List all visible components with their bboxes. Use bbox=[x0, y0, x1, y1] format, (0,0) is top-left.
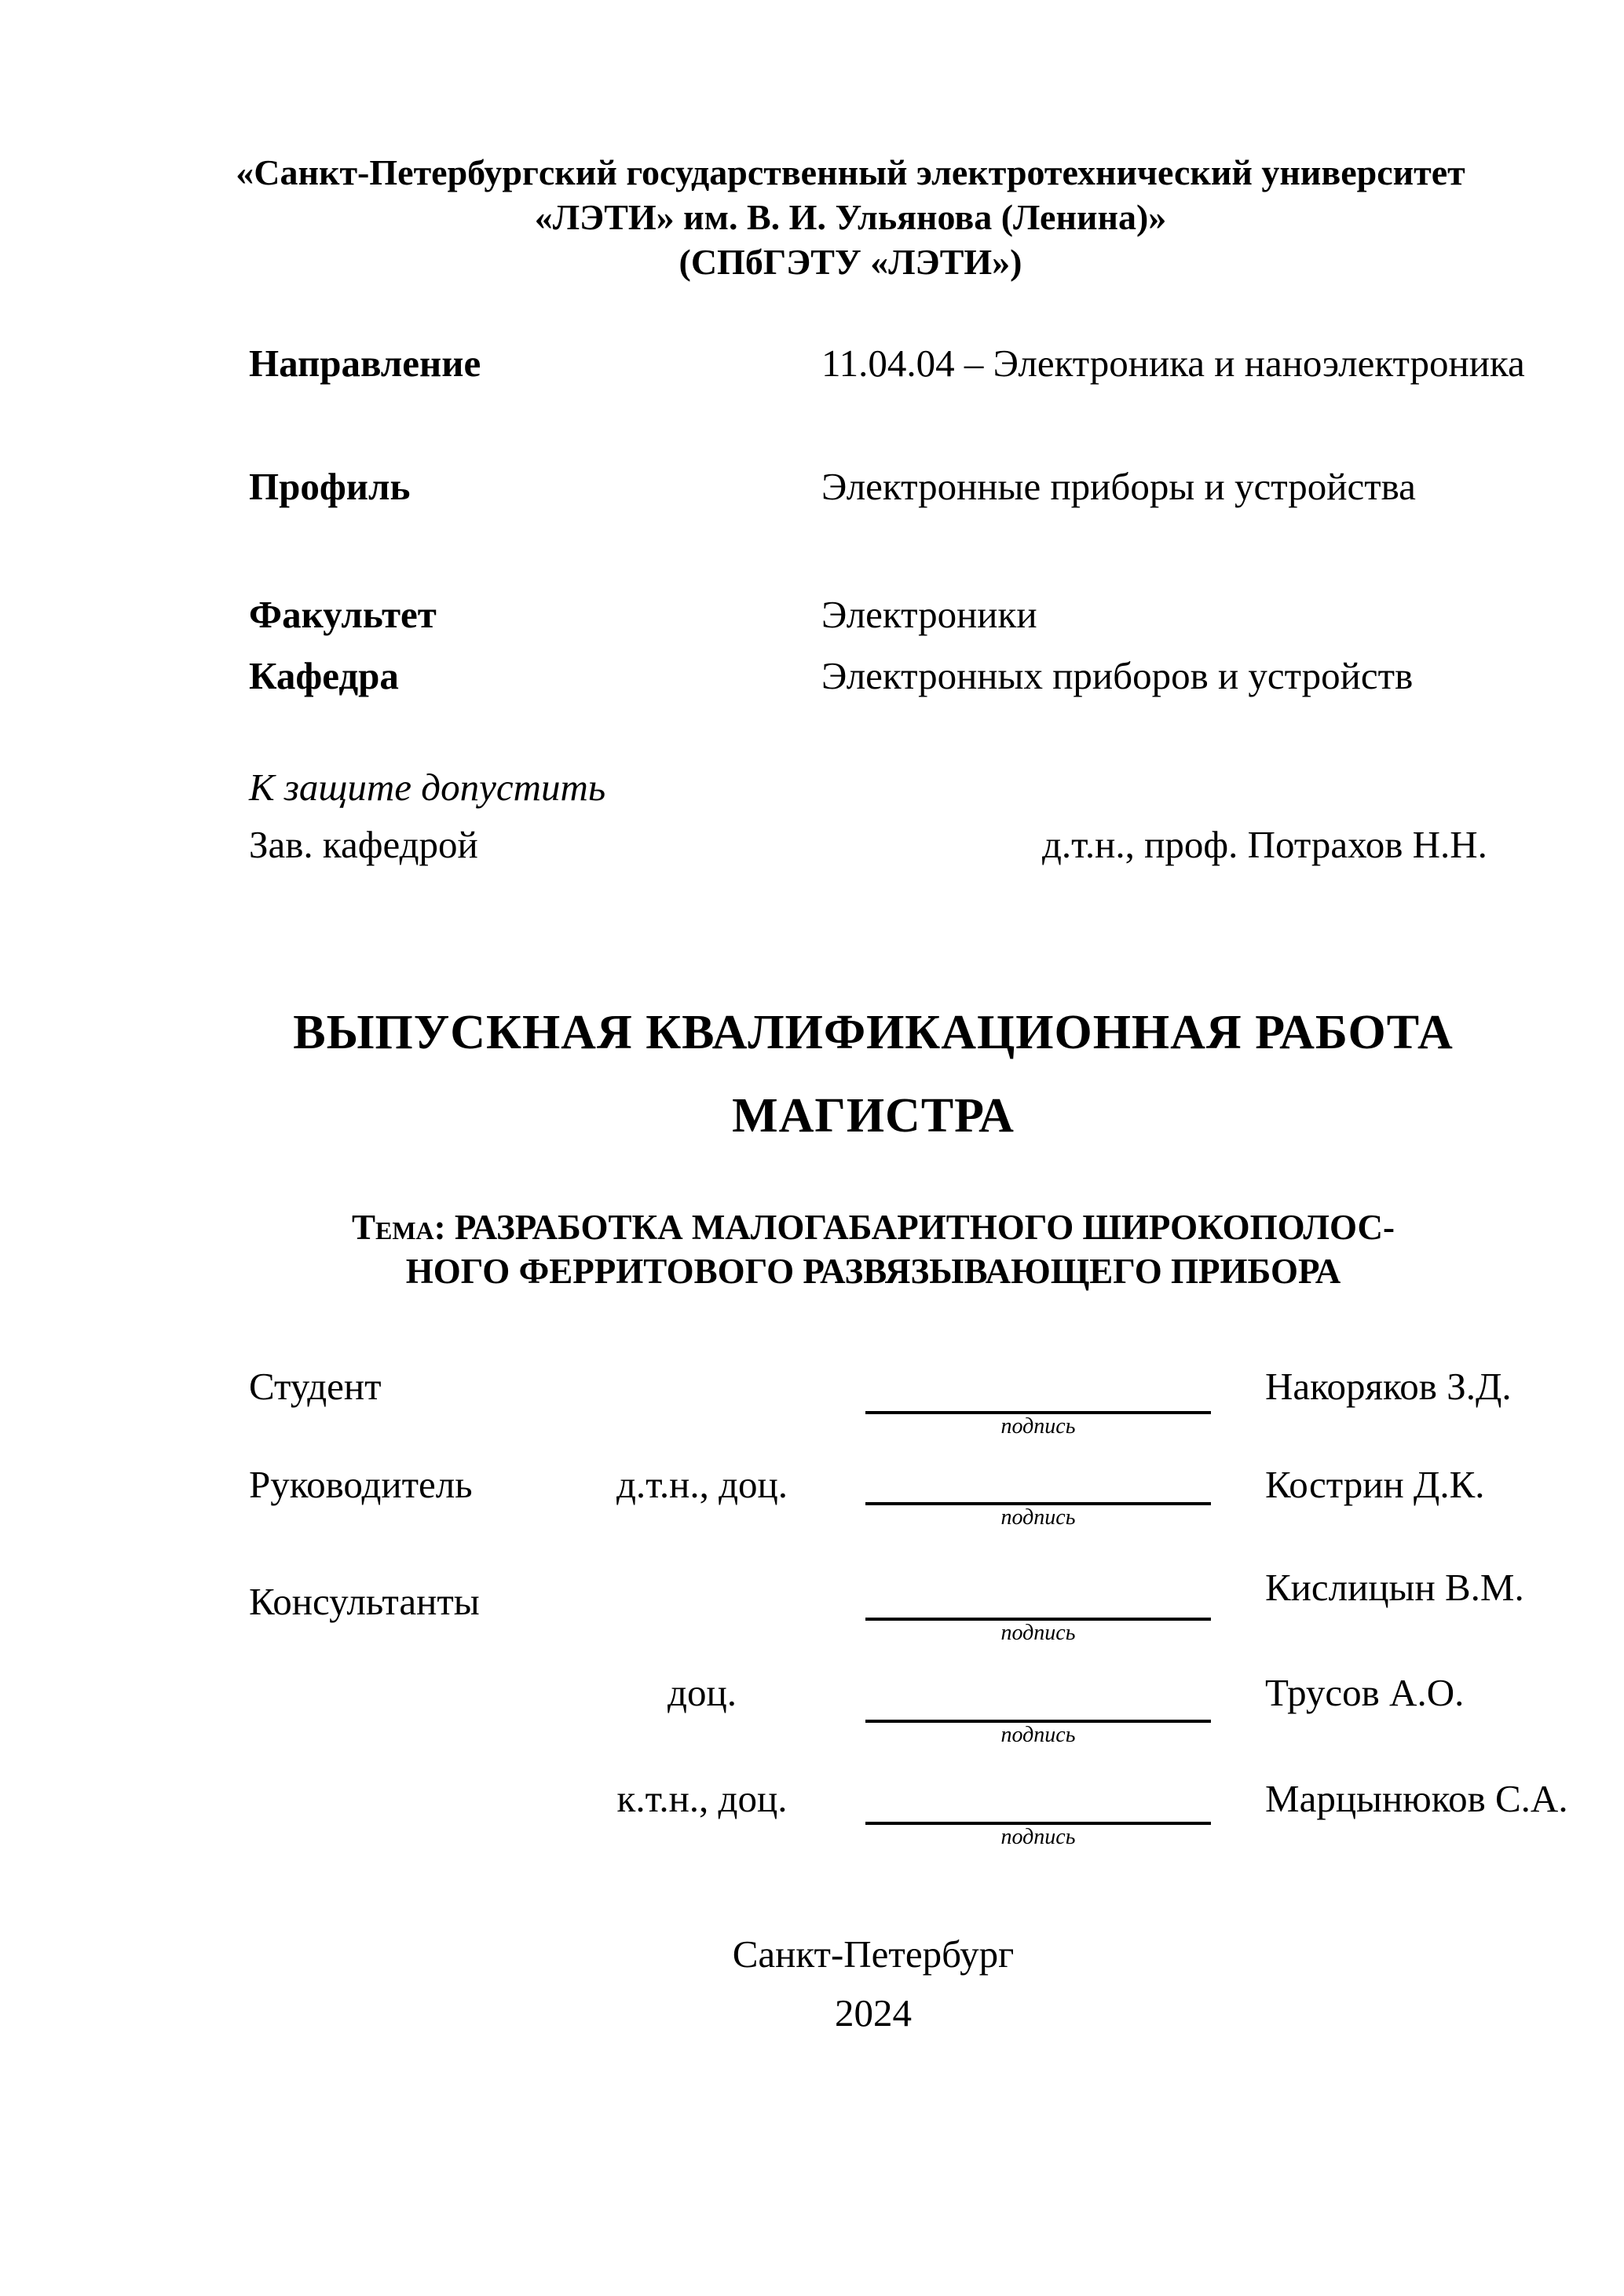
department-label: Кафедра bbox=[249, 654, 399, 697]
student-role-label: Студент bbox=[249, 1365, 382, 1408]
admit-to-defense-line: К защите допустить bbox=[249, 766, 606, 809]
topic-text-line1: РАЗРАБОТКА МАЛОГАБАРИТНОГО ШИРОКОПОЛОС- bbox=[454, 1208, 1395, 1247]
supervisor-role-label: Руководитель bbox=[249, 1463, 473, 1506]
profile-label: Профиль bbox=[249, 465, 411, 508]
faculty-value: Электроники bbox=[821, 593, 1037, 636]
university-name-line2: «ЛЭТИ» им. В. И. Ульянова (Ленина)» bbox=[534, 197, 1167, 237]
supervisor-qualification: д.т.н., доц. bbox=[616, 1463, 788, 1506]
consultant2-signature-caption: подпись bbox=[1000, 1723, 1076, 1747]
consultant3-signature-caption: подпись bbox=[1000, 1825, 1076, 1849]
department-head-label: Зав. кафедрой bbox=[249, 823, 478, 866]
faculty-label: Факультет bbox=[249, 593, 437, 636]
topic-label: Тема: bbox=[352, 1208, 446, 1247]
consultant3-qualification: к.т.н., доц. bbox=[616, 1777, 788, 1820]
direction-label: Направление bbox=[249, 342, 481, 385]
profile-value: Электронные приборы и устройства bbox=[821, 465, 1416, 508]
direction-value: 11.04.04 – Электроника и наноэлектроника bbox=[821, 342, 1525, 385]
supervisor-name: Кострин Д.К. bbox=[1265, 1463, 1485, 1506]
university-name-line1: «Санкт-Петербургский государственный электротехнический университет bbox=[236, 152, 1465, 192]
year-line: 2024 bbox=[835, 1991, 912, 2035]
department-value: Электронных приборов и устройств bbox=[821, 654, 1414, 697]
consultant1-name: Кислицын В.М. bbox=[1265, 1566, 1524, 1609]
thesis-title-line2: МАГИСТРА bbox=[732, 1089, 1015, 1143]
consultant2-qualification: доц. bbox=[668, 1671, 737, 1714]
topic-text-line2: НОГО ФЕРРИТОВОГО РАЗВЯЗЫВАЮЩЕГО ПРИБОРА bbox=[405, 1252, 1341, 1291]
thesis-topic-line1 bbox=[237, 1205, 1509, 1249]
student-name: Накоряков З.Д. bbox=[1265, 1365, 1512, 1408]
consultants-role-label: Консультанты bbox=[249, 1580, 480, 1623]
consultant1-signature-caption: подпись bbox=[1000, 1621, 1076, 1645]
consultant2-name: Трусов А.О. bbox=[1265, 1671, 1465, 1714]
thesis-topic bbox=[237, 1205, 1509, 1293]
university-abbreviation: (СПбГЭТУ «ЛЭТИ») bbox=[678, 242, 1022, 282]
supervisor-signature-caption: подпись bbox=[1000, 1505, 1076, 1530]
thesis-title-line1: ВЫПУСКНАЯ КВАЛИФИКАЦИОННАЯ РАБОТА bbox=[293, 1006, 1454, 1059]
student-signature-caption: подпись bbox=[1000, 1414, 1076, 1439]
department-head-name: д.т.н., проф. Потрахов Н.Н. bbox=[1042, 823, 1487, 866]
city-line: Санкт-Петербург bbox=[732, 1932, 1015, 1976]
consultant3-name: Марцынюков С.А. bbox=[1265, 1777, 1568, 1820]
thesis-title bbox=[237, 991, 1509, 1157]
university-header bbox=[214, 150, 1487, 284]
